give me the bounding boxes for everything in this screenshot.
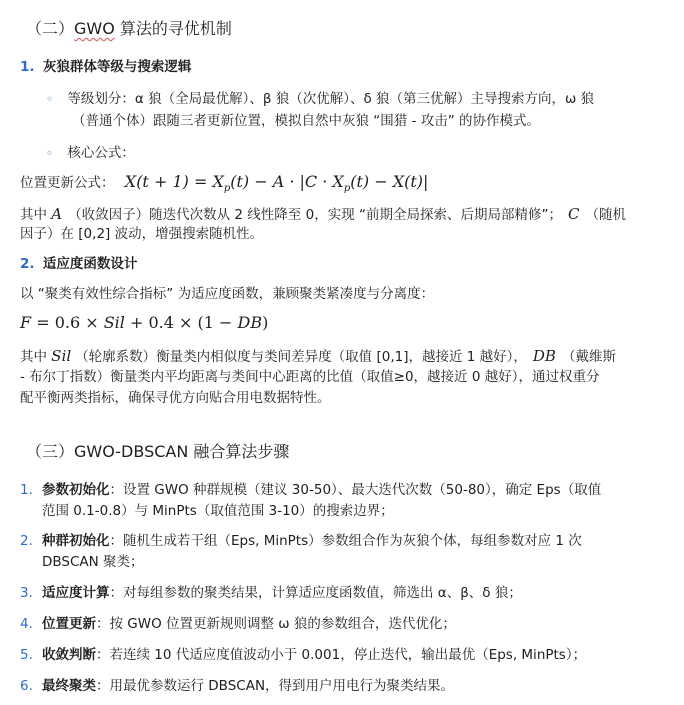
step-label: 位置更新: [42, 616, 96, 632]
step-num: 6.: [20, 678, 33, 694]
section3-main: GWO-DBSCAN: [74, 442, 189, 461]
step-text: ：用最优参数运行 DBSCAN，得到用户用电行为聚类结果。: [96, 678, 455, 694]
step-text-continued: DBSCAN 聚类；: [42, 554, 144, 570]
step-item: [20, 645, 586, 665]
step-label: 参数初始化: [42, 482, 110, 498]
fitness-formula: F = 0.6 × Sil + 0.4 × (1 − DB): [20, 313, 269, 332]
symbol-db: DB: [532, 347, 556, 365]
section2-heading: [26, 19, 232, 39]
position-formula-row: [20, 172, 428, 199]
item1-heading: [20, 57, 191, 77]
bullet-circle-icon: ◦: [46, 92, 54, 106]
item2-desc-line3: 配平衡两类指标，确保寻优方向贴合用电数据特性。: [20, 390, 331, 406]
section2-gwo: GWO: [74, 19, 115, 38]
item2-intro: 以 “聚类有效性综合指标” 为适应度函数，兼顾聚类紧凑度与分离度：: [20, 286, 435, 302]
step-label: 种群初始化: [42, 533, 110, 549]
step-item: [20, 614, 456, 634]
item1-title: 灰狼群体等级与搜索逻辑: [42, 59, 192, 75]
step-text: ：若连续 10 代适应度值波动小于 0.001，停止迭代，输出最优（Eps, MinPts）；: [96, 647, 587, 663]
step-num: 2.: [20, 533, 33, 549]
section2-prefix: （二）: [26, 19, 75, 38]
step-num: 4.: [20, 616, 33, 632]
step-text: ：对每组参数的聚类结果，计算适应度函数值，筛选出 α、β、δ 狼；: [109, 585, 522, 601]
symbol-sil: Sil: [51, 347, 72, 365]
section2-rest: 算法的寻优机制: [114, 19, 232, 38]
step-label: 收敛判断: [42, 647, 96, 663]
item2-desc-line1: 其中 Sil （轮廓系数）衡量类内相似度与类间差异度（取值 [0,1]，越接近 1 越好）， DB （戴维斯: [20, 347, 616, 365]
step-label: 适应度计算: [42, 585, 110, 601]
step-label: 最终聚类: [42, 678, 96, 694]
item1-desc-line2: 因子）在 [0,2] 波动，增强搜索随机性。: [20, 226, 264, 242]
step-text: ：设置 GWO 种群规模（建议 30-50）、最大迭代次数（50-80），确定 Eps（取值: [109, 482, 602, 498]
bullet1-line1: 等级划分：α 狼（全局最优解）、β 狼（次优解）、δ 狼（第三优解）主导搜索方向，ω 狼: [67, 91, 595, 107]
step-text-continued: 范围 0.1-0.8）与 MinPts（取值范围 3-10）的搜索边界；: [42, 503, 394, 519]
symbol-C: C: [567, 205, 580, 223]
step-num: 1.: [20, 482, 33, 498]
bullet1-line2: （普通个体）跟随三者更新位置，模拟自然中灰狼 “围猎 - 攻击” 的协作模式。: [72, 113, 541, 129]
item2-desc-line2: - 布尔丁指数）衡量类内平均距离与类间中心距离的比值（取值≥0，越接近 0 越好），通过权重分: [20, 369, 600, 385]
item2-title: 适应度函数设计: [42, 256, 138, 272]
step-item: [20, 480, 601, 500]
bullet-circle-icon: ◦: [46, 146, 54, 160]
step-text: ：随机生成若干组（Eps, MinPts）参数组合作为灰狼个体，每组参数对应 1 次: [109, 533, 582, 549]
step-num: 5.: [20, 647, 33, 663]
item1-desc-line1: 其中 A （收敛因子）随迭代次数从 2 线性降至 0，实现 “前期全局探索、后期局部精修”； C （随机: [20, 205, 626, 223]
step-num: 3.: [20, 585, 33, 601]
bullet2: [46, 143, 135, 163]
item1-num: 1.: [20, 59, 35, 75]
item2-heading: [20, 254, 137, 274]
item2-num: 2.: [20, 256, 35, 272]
section3-heading: （三）GWO-DBSCAN 融合算法步骤: [26, 442, 290, 461]
position-formula: $X(t + 1) = X_p(t) - A \cdot |C \cdot X_p(t) - X(t)|$: [124, 172, 429, 195]
symbol-A: A: [51, 205, 63, 223]
formula-label: 位置更新公式：: [20, 175, 115, 191]
step-item: [20, 676, 454, 696]
bullet1: [46, 89, 594, 109]
bullet2-text: 核心公式：: [67, 145, 135, 161]
step-text: ：按 GWO 位置更新规则调整 ω 狼的参数组合，迭代优化；: [96, 616, 456, 632]
step-item: [20, 531, 582, 551]
step-item: [20, 583, 522, 603]
